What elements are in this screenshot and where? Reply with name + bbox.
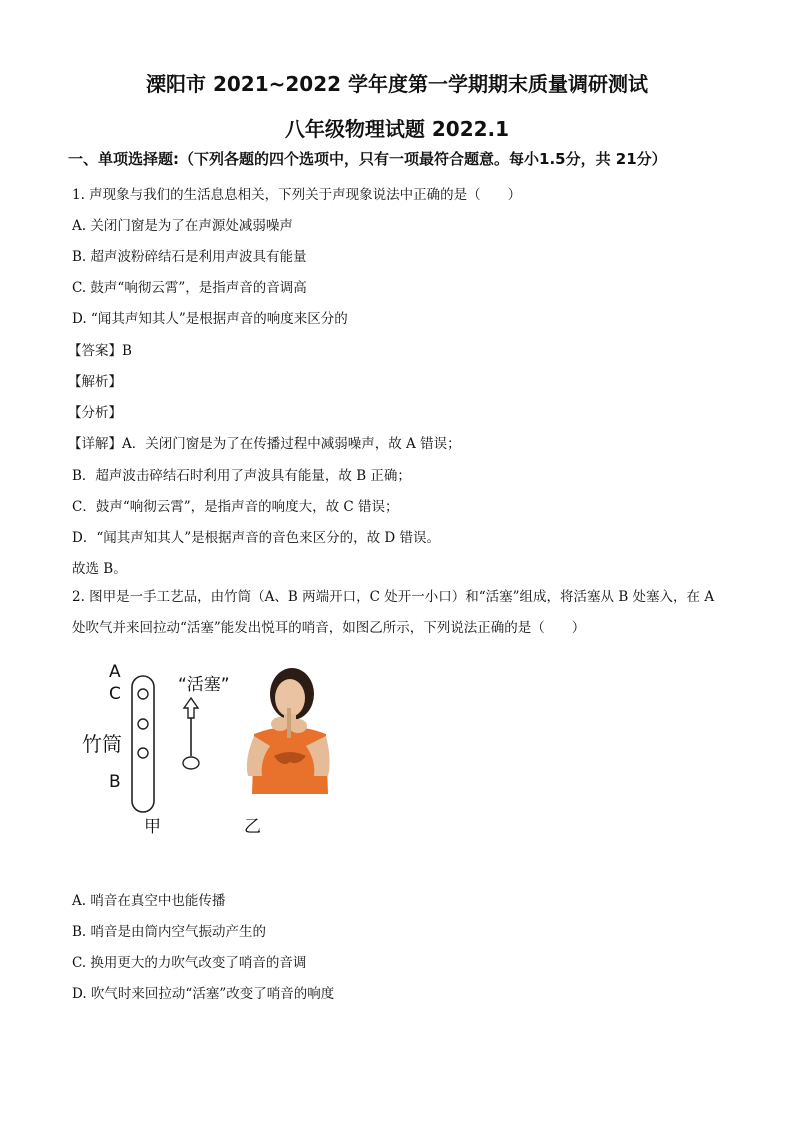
q1-answer: 【答案】B: [68, 343, 132, 359]
q1-option-a: A. 关闭门窗是为了在声源处减弱噪声: [72, 218, 293, 234]
q1-detail-d: D．“闻其声知其人”是根据声音的音色来区分的，故 D 错误。: [72, 530, 441, 546]
q2-option-d: D. 吹气时来回拉动“活塞”改变了哨音的响度: [72, 986, 335, 1002]
woman-playing-whistle-photo: [240, 664, 332, 794]
label-b: B: [109, 772, 121, 792]
tube-hole: [138, 719, 148, 729]
caption-yi: 乙: [244, 817, 261, 837]
q1-stem: 1. 声现象与我们的生活息息相关，下列关于声现象说法中正确的是（ ）: [72, 187, 522, 203]
exam-title: 溧阳市 2021~2022 学年度第一学期期末质量调研测试: [145, 72, 648, 96]
piston-head: [183, 757, 199, 769]
q1-detail-a: 【详解】A．关闭门窗是为了在传播过程中减弱噪声，故 A 错误；: [68, 436, 461, 452]
q1-detail-c: C．鼓声“响彻云霄”，是指声音的响度大，故 C 错误；: [72, 499, 399, 515]
q1-option-b: B. 超声波粉碎结石是利用声波具有能量: [72, 249, 307, 265]
q2-option-c: C. 换用更大的力吹气改变了哨音的音调: [72, 955, 307, 971]
piston-arrow-icon: [184, 698, 198, 718]
tube-hole-c: [138, 689, 148, 699]
label-c: C: [109, 684, 121, 704]
q1-jiexi-label: 【解析】: [68, 374, 122, 390]
caption-jia: 甲: [144, 817, 161, 837]
label-piston: “活塞”: [178, 675, 230, 695]
q2-option-b: B. 哨音是由筒内空气振动产生的: [72, 924, 267, 940]
tube-hole: [138, 748, 148, 758]
q1-detail-b: B．超声波击碎结石时利用了声波具有能量，故 B 正确；: [72, 468, 411, 484]
q2-stem: 2. 图甲是一手工艺品，由竹筒（A、B 两端开口，C 处开一小口）和“活塞”组成，将活塞从 B 处塞入，在 A 处吹气并来回拉动“活塞”能发出悦耳的哨音，如图乙所示，下列说法正确的是（ ）: [72, 589, 715, 636]
label-a: A: [109, 662, 121, 682]
q1-option-c: C. 鼓声“响彻云霄”，是指声音的音调高: [72, 280, 307, 296]
exam-subtitle: 八年级物理试题 2022.1: [284, 117, 510, 141]
q1-option-d: D. “闻其声知其人”是根据声音的响度来区分的: [72, 311, 348, 327]
bamboo-tube: [132, 676, 154, 812]
q1-conclusion: 故选 B。: [72, 561, 127, 577]
section-heading: 一、单项选择题:（下列各题的四个选项中，只有一项最符合题意。每小1.5分，共 21分）: [68, 150, 667, 168]
label-tube: 竹筒: [82, 732, 122, 756]
q1-fenxi-label: 【分析】: [68, 405, 122, 421]
q2-option-a: A. 哨音在真空中也能传播: [72, 893, 226, 909]
